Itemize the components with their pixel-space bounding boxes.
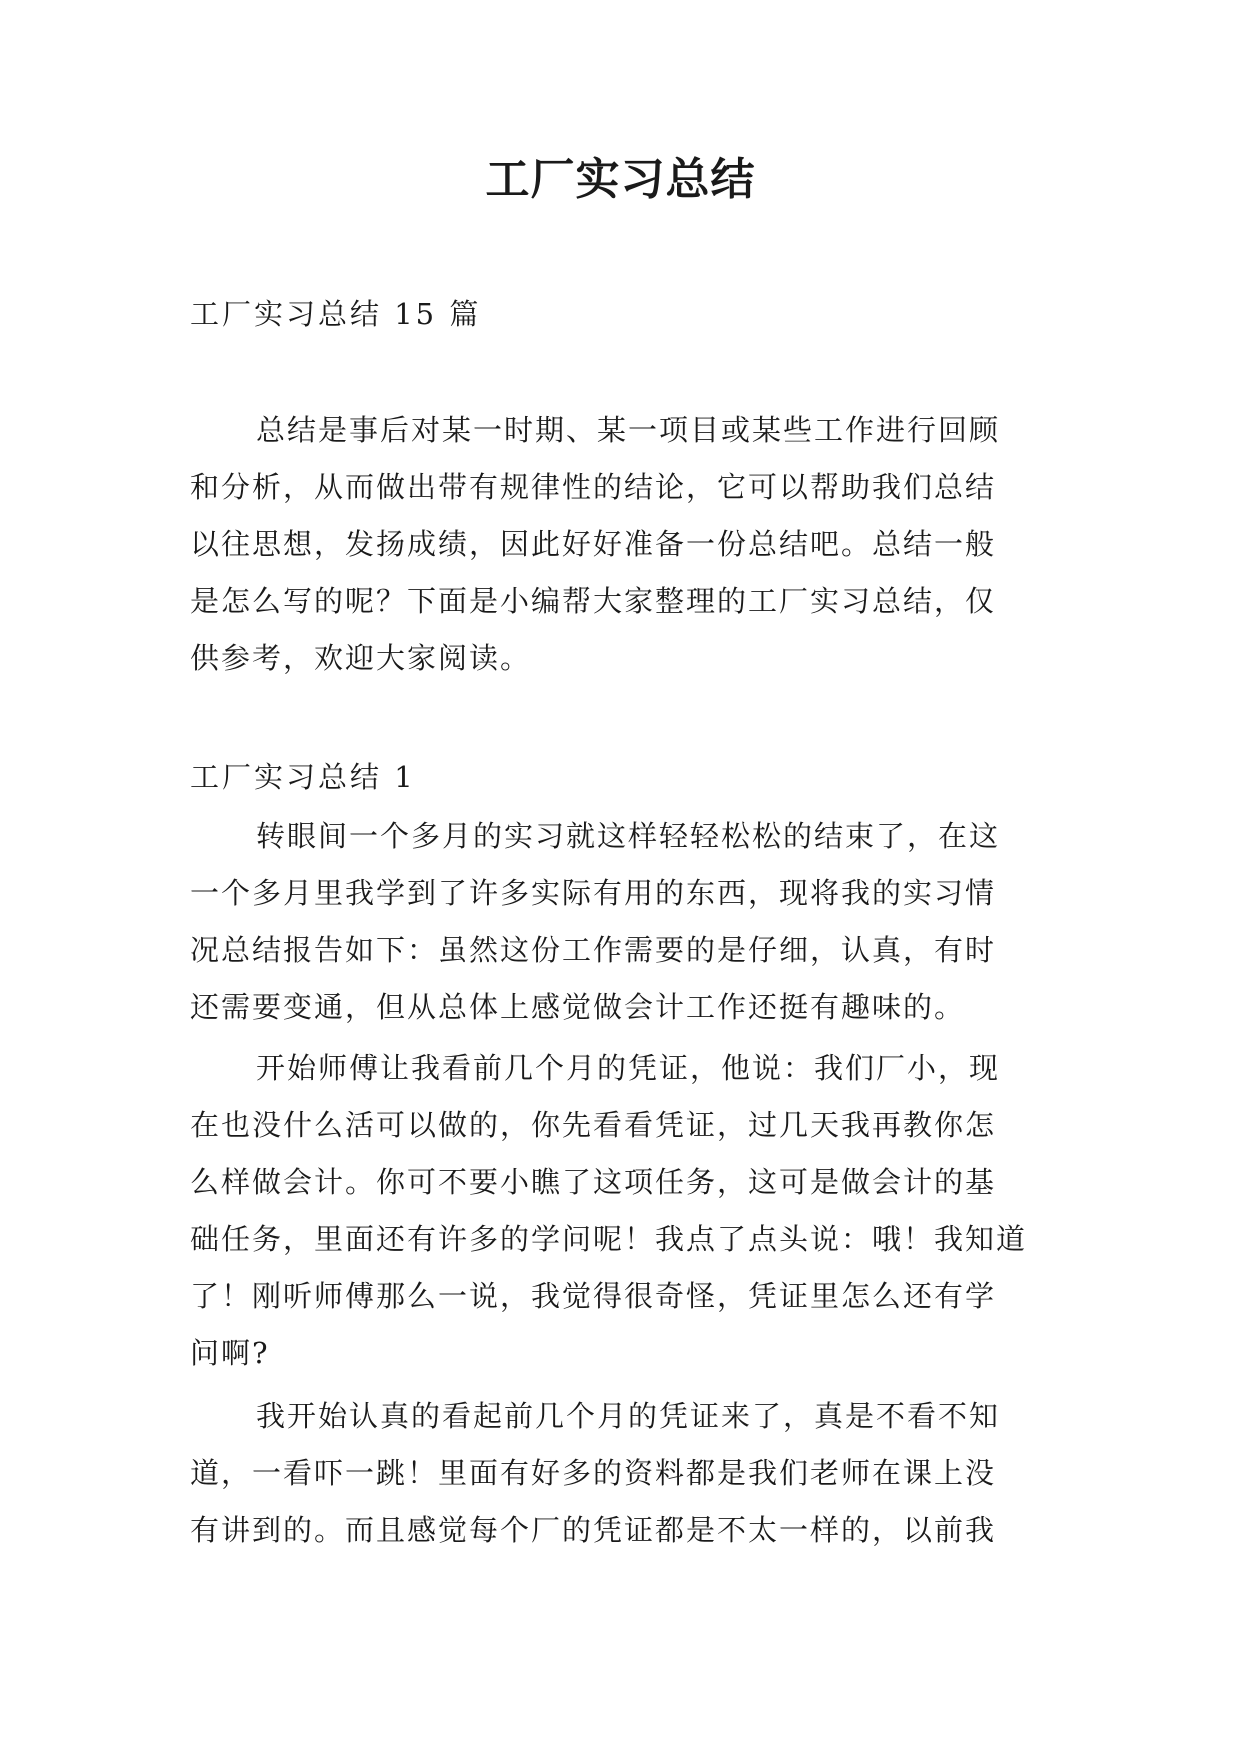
body-paragraph-1 <box>190 808 1050 1036</box>
paragraph-line: 一个多月里我学到了许多实际有用的东西，现将我的实习情 <box>190 876 997 910</box>
body-paragraph-2 <box>190 1040 1050 1382</box>
intro-line: 是怎么写的呢？下面是小编帮大家整理的工厂实习总结，仅 <box>190 584 997 618</box>
paragraph-line: 转眼间一个多月的实习就这样轻轻松松的结束了，在这 <box>256 819 1001 853</box>
document-subtitle: 工厂实习总结 15 篇 <box>190 297 482 331</box>
paragraph-line: 我开始认真的看起前几个月的凭证来了，真是不看不知 <box>256 1399 1001 1433</box>
paragraph-line: 有讲到的。而且感觉每个厂的凭证都是不太一样的，以前我 <box>190 1513 997 1547</box>
paragraph-line: 么样做会计。你可不要小瞧了这项任务，这可是做会计的基 <box>190 1165 997 1199</box>
body-paragraph-3 <box>190 1388 1050 1559</box>
paragraph-line: 况总结报告如下：虽然这份工作需要的是仔细，认真，有时 <box>190 933 997 967</box>
section-heading: 工厂实习总结 1 <box>190 760 416 794</box>
intro-line: 和分析，从而做出带有规律性的结论，它可以帮助我们总结 <box>190 470 997 504</box>
intro-line: 以往思想，发扬成绩，因此好好准备一份总结吧。总结一般 <box>190 527 997 561</box>
document-title: 工厂实习总结 <box>485 154 756 205</box>
intro-paragraph <box>190 402 1050 687</box>
paragraph-line: 础任务，里面还有许多的学问呢！我点了点头说：哦！我知道 <box>190 1222 1028 1256</box>
intro-line: 总结是事后对某一时期、某一项目或某些工作进行回顾 <box>256 413 1001 447</box>
paragraph-line: 道，一看吓一跳！里面有好多的资料都是我们老师在课上没 <box>190 1456 997 1490</box>
paragraph-line: 还需要变通，但从总体上感觉做会计工作还挺有趣味的。 <box>190 990 966 1024</box>
paragraph-line: 在也没什么活可以做的，你先看看凭证，过几天我再教你怎 <box>190 1108 997 1142</box>
paragraph-line: 问啊? <box>190 1336 270 1370</box>
paragraph-line: 了！刚听师傅那么一说，我觉得很奇怪，凭证里怎么还有学 <box>190 1279 997 1313</box>
paragraph-line: 开始师傅让我看前几个月的凭证，他说：我们厂小，现 <box>256 1051 1001 1085</box>
intro-line: 供参考，欢迎大家阅读。 <box>190 641 532 675</box>
